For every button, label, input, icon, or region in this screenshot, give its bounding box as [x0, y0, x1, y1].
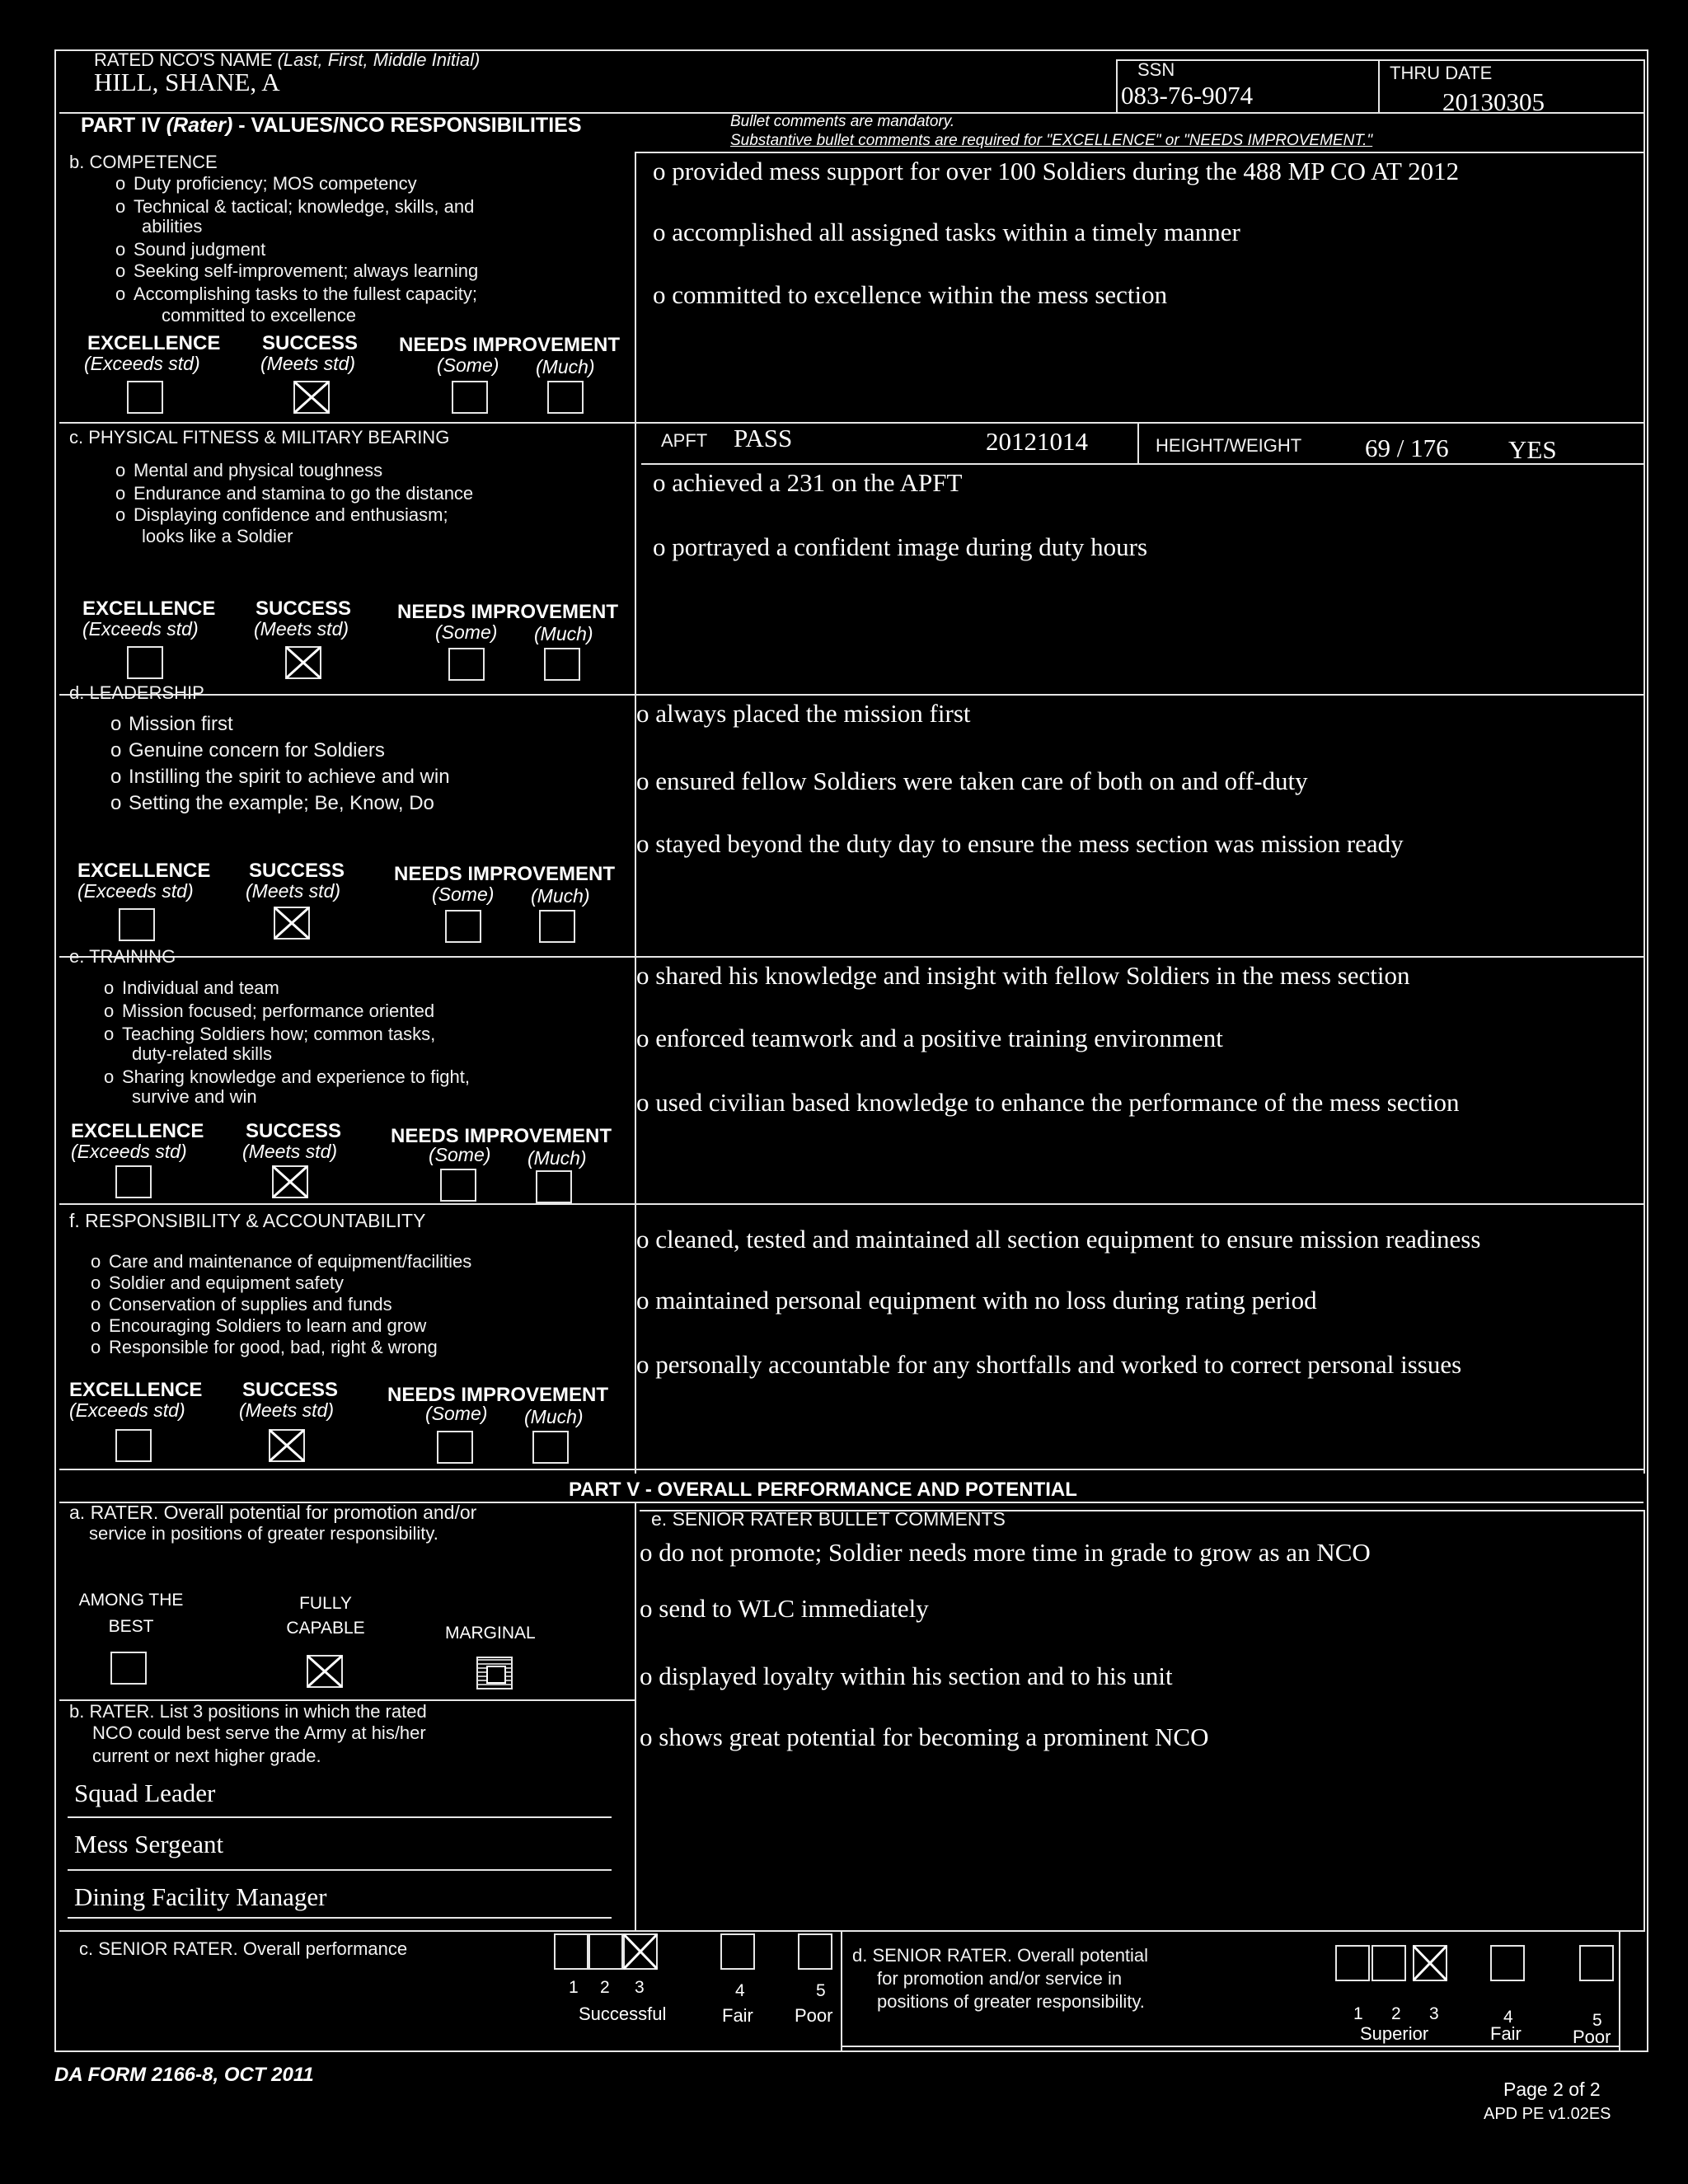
performance-num-2: 2 [600, 1978, 610, 1997]
performance-num-1: 1 [569, 1978, 579, 1997]
marginal-label: MARGINAL [445, 1624, 536, 1643]
senior-rater-potential-title-2: for promotion and/or service in [877, 1968, 1123, 1989]
leadership-item: o Genuine concern for Soldiers [110, 739, 385, 762]
needs-some-checkbox[interactable] [452, 381, 488, 414]
among-best-label: AMONG THE BEST [78, 1591, 184, 1636]
excellence-label: EXCELLENCE [69, 1379, 203, 1401]
exceeds-label: (Exceeds std) [77, 880, 194, 902]
some-label: (Some) [432, 883, 495, 905]
potential-num-1: 1 [1353, 2004, 1363, 2023]
meets-label: (Meets std) [246, 880, 341, 902]
needs-improvement-label: NEEDS IMPROVEMENT [399, 334, 621, 356]
meets-label: (Meets std) [254, 618, 349, 640]
among-best-checkbox[interactable] [110, 1652, 147, 1685]
needs-much-checkbox[interactable] [547, 381, 584, 414]
meets-label: (Meets std) [239, 1399, 335, 1421]
needs-much-checkbox[interactable] [544, 648, 580, 681]
meets-label: (Meets std) [242, 1141, 338, 1162]
part4-title-a: PART IV [81, 114, 161, 137]
excellence-label: EXCELLENCE [82, 598, 216, 620]
training-item: o Mission focused; performance oriented [104, 1001, 435, 1021]
success-label: SUCCESS [249, 860, 345, 882]
page-number: Page 2 of 2 [1503, 2079, 1601, 2100]
success-checkbox[interactable] [293, 381, 330, 414]
name-label-text: RATED NCO'S NAME [94, 49, 273, 70]
performance-label-successful: Successful [579, 2004, 667, 2024]
performance-num-5: 5 [816, 1981, 826, 2000]
height-weight-value[interactable]: 69 / 176 [1365, 434, 1449, 462]
section-title-fitness: c. PHYSICAL FITNESS & MILITARY BEARING [69, 427, 450, 448]
comment-bullet[interactable]: o used civilian based knowledge to enhance the performance of the mess section [636, 1088, 1460, 1117]
senior-rater-potential-title-3: positions of greater responsibility. [877, 1991, 1145, 2012]
much-label: (Much) [531, 885, 590, 907]
potential-label-fair: Fair [1490, 2023, 1522, 2044]
ssn-value[interactable]: 083-76-9074 [1121, 81, 1254, 110]
responsibility-item: o Conservation of supplies and funds [91, 1294, 392, 1315]
training-item: o Individual and team [104, 977, 279, 998]
senior-rater-comments-title: e. SENIOR RATER BULLET COMMENTS [651, 1508, 1006, 1530]
potential-box-4[interactable] [1490, 1945, 1525, 1981]
needs-some-checkbox[interactable] [437, 1431, 473, 1464]
form-number: DA FORM 2166-8, OCT 2011 [54, 2064, 314, 2086]
marginal-checkbox[interactable] [476, 1657, 513, 1690]
comment-bullet[interactable]: o personally accountable for any shortfalls and worked to correct personal issues [636, 1350, 1462, 1379]
training-item: duty-related skills [132, 1043, 272, 1064]
success-checkbox[interactable] [272, 1165, 308, 1198]
competence-item: abilities [142, 216, 203, 237]
performance-num-4: 4 [735, 1981, 745, 2000]
rater-positions-title-3: current or next higher grade. [92, 1746, 321, 1766]
senior-rater-performance-title: c. SENIOR RATER. Overall performance [79, 1938, 408, 1959]
some-label: (Some) [425, 1403, 488, 1424]
meets-label: (Meets std) [260, 353, 356, 374]
fitness-item: o Endurance and stamina to go the distance [115, 483, 474, 504]
comment-bullet[interactable]: o ensured fellow Soldiers were taken care of both on and off-duty [636, 766, 1308, 795]
success-label: SUCCESS [246, 1120, 342, 1142]
performance-box-2[interactable] [588, 1933, 623, 1970]
needs-much-checkbox[interactable] [532, 1431, 569, 1464]
fitness-item: o Mental and physical toughness [115, 460, 383, 480]
comment-bullet[interactable]: o shared his knowledge and insight with fellow Soldiers in the mess section [636, 961, 1410, 990]
needs-much-checkbox[interactable] [539, 910, 575, 943]
fitness-item: o Displaying confidence and enthusiasm; [115, 504, 448, 525]
apft-result[interactable]: PASS [734, 424, 793, 452]
needs-much-checkbox[interactable] [536, 1170, 572, 1203]
comment-bullet[interactable]: o stayed beyond the duty day to ensure the mess section was mission ready [636, 829, 1404, 858]
part4-title-b: (Rater) [166, 114, 233, 137]
comment-bullet[interactable]: o cleaned, tested and maintained all section equipment to ensure mission readiness [636, 1225, 1481, 1254]
potential-box-5[interactable] [1579, 1945, 1614, 1981]
much-label: (Much) [528, 1147, 587, 1169]
comment-bullet[interactable]: o enforced teamwork and a positive training environment [636, 1024, 1223, 1052]
success-checkbox[interactable] [285, 646, 321, 679]
section-title-leadership: d. LEADERSHIP [69, 682, 204, 703]
section-title-responsibility: f. RESPONSIBILITY & ACCOUNTABILITY [69, 1210, 426, 1231]
rater-potential-title-2: service in positions of greater responsibility. [89, 1523, 438, 1544]
comment-bullet[interactable]: o achieved a 231 on the APFT [653, 468, 963, 497]
section-title-training: e. TRAINING [69, 946, 176, 967]
name-hint: (Last, First, Middle Initial) [277, 49, 481, 70]
thru-date-label: THRU DATE [1390, 63, 1493, 83]
some-label: (Some) [435, 621, 498, 643]
exceeds-label: (Exceeds std) [69, 1399, 185, 1421]
competence-item: o Technical & tactical; knowledge, skills, and [115, 196, 475, 217]
competence-item: o Accomplishing tasks to the fullest capacity; [115, 284, 477, 304]
apft-date[interactable]: 20121014 [986, 427, 1088, 456]
performance-box-4[interactable] [720, 1933, 755, 1970]
senior-rater-bullet[interactable]: o send to WLC immediately [640, 1594, 929, 1623]
apft-label: APFT [661, 430, 708, 451]
bullet-note-2: Substantive bullet comments are required for "EXCELLENCE" or "NEEDS IMPROVEMENT." [730, 132, 1373, 149]
needs-improvement-label: NEEDS IMPROVEMENT [394, 863, 616, 885]
needs-some-checkbox[interactable] [445, 910, 481, 943]
success-label: SUCCESS [256, 598, 352, 620]
comment-bullet[interactable]: o accomplished all assigned tasks within a timely manner [653, 218, 1240, 246]
potential-num-5: 5 [1592, 2011, 1602, 2030]
position-1[interactable]: Squad Leader [74, 1779, 216, 1807]
senior-rater-bullet[interactable]: o shows great potential for becoming a prominent NCO [640, 1722, 1209, 1751]
excellence-checkbox[interactable] [127, 646, 163, 679]
performance-label-poor: Poor [795, 2005, 833, 2026]
senior-rater-bullet[interactable]: o do not promote; Soldier needs more time in grade to grow as an NCO [640, 1538, 1371, 1567]
rated-nco-name[interactable]: HILL, SHANE, A [94, 68, 280, 96]
potential-label-poor: Poor [1573, 2027, 1611, 2047]
performance-box-3[interactable] [623, 1933, 658, 1970]
potential-box-3[interactable] [1413, 1945, 1447, 1981]
needs-improvement-label: NEEDS IMPROVEMENT [391, 1125, 612, 1147]
leadership-item: o Setting the example; Be, Know, Do [110, 792, 434, 814]
excellence-label: EXCELLENCE [77, 860, 211, 882]
needs-some-checkbox[interactable] [448, 648, 485, 681]
excellence-checkbox[interactable] [119, 908, 155, 941]
responsibility-item: o Care and maintenance of equipment/facilities [91, 1251, 472, 1272]
training-item: o Sharing knowledge and experience to fight, [104, 1066, 470, 1087]
potential-label-superior: Superior [1360, 2023, 1429, 2044]
senior-rater-bullet[interactable]: o displayed loyalty within his section and to his unit [640, 1661, 1173, 1690]
part4-title [81, 114, 582, 138]
height-weight-result[interactable]: YES [1508, 435, 1557, 464]
position-2[interactable]: Mess Sergeant [74, 1830, 224, 1858]
needs-improvement-label: NEEDS IMPROVEMENT [397, 601, 619, 623]
leadership-item: o Mission first [110, 713, 233, 735]
needs-some-checkbox[interactable] [440, 1169, 476, 1202]
some-label: (Some) [429, 1144, 491, 1165]
position-3[interactable]: Dining Facility Manager [74, 1882, 327, 1911]
potential-box-2[interactable] [1372, 1945, 1406, 1981]
excellence-checkbox[interactable] [115, 1429, 152, 1462]
success-label: SUCCESS [262, 332, 359, 354]
some-label: (Some) [437, 354, 499, 376]
thru-date-value[interactable]: 20130305 [1442, 87, 1545, 116]
fitness-item: looks like a Soldier [142, 526, 293, 546]
potential-box-1[interactable] [1335, 1945, 1370, 1981]
fully-capable-checkbox[interactable] [307, 1655, 343, 1688]
performance-box-1[interactable] [554, 1933, 588, 1970]
rater-potential-title: a. RATER. Overall potential for promotion and/or [69, 1502, 477, 1523]
ssn-label: SSN [1137, 59, 1175, 80]
potential-num-2: 2 [1391, 2004, 1401, 2023]
comment-bullet[interactable]: o maintained personal equipment with no loss during rating period [636, 1286, 1317, 1315]
comment-bullet[interactable]: o always placed the mission first [636, 699, 971, 728]
excellence-checkbox[interactable] [115, 1165, 152, 1198]
excellence-checkbox[interactable] [127, 381, 163, 414]
performance-label-fair: Fair [722, 2005, 753, 2026]
comment-bullet[interactable]: o provided mess support for over 100 Soldiers during the 488 MP CO AT 2012 [653, 157, 1460, 185]
part4-title-c: - VALUES/NCO RESPONSIBILITIES [238, 114, 582, 137]
potential-num-3: 3 [1429, 2004, 1439, 2023]
rater-positions-title-2: NCO could best serve the Army at his/her [92, 1722, 426, 1743]
fully-capable-label: FULLY CAPABLE [286, 1594, 365, 1638]
success-checkbox[interactable] [269, 1429, 305, 1462]
comment-bullet[interactable]: o committed to excellence within the mess section [653, 280, 1168, 309]
exceeds-label: (Exceeds std) [82, 618, 199, 640]
senior-rater-potential-title: d. SENIOR RATER. Overall potential [852, 1945, 1149, 1966]
part5-title: PART V - OVERALL PERFORMANCE AND POTENTIAL [569, 1479, 1077, 1501]
leadership-item: o Instilling the spirit to achieve and win [110, 766, 450, 788]
needs-improvement-label: NEEDS IMPROVEMENT [387, 1384, 609, 1406]
performance-num-3: 3 [635, 1978, 645, 1997]
section-title-competence: b. COMPETENCE [69, 152, 218, 172]
competence-item: o Seeking self-improvement; always learning [115, 260, 479, 281]
responsibility-item: o Responsible for good, bad, right & wrong [91, 1337, 438, 1357]
much-label: (Much) [536, 356, 595, 377]
success-checkbox[interactable] [274, 907, 310, 940]
exceeds-label: (Exceeds std) [84, 353, 200, 374]
potential-num-4: 4 [1503, 2008, 1513, 2027]
training-item: o Teaching Soldiers how; common tasks, [104, 1024, 436, 1044]
much-label: (Much) [534, 623, 593, 644]
much-label: (Much) [524, 1406, 584, 1427]
performance-box-5[interactable] [798, 1933, 832, 1970]
competence-item: o Sound judgment [115, 239, 266, 260]
comment-bullet[interactable]: o portrayed a confident image during duty hours [653, 532, 1148, 561]
success-label: SUCCESS [242, 1379, 339, 1401]
competence-item: o Duty proficiency; MOS competency [115, 173, 417, 194]
form-version: APD PE v1.02ES [1484, 2105, 1611, 2123]
excellence-label: EXCELLENCE [71, 1120, 204, 1142]
bullet-note-1: Bullet comments are mandatory. [730, 113, 955, 130]
competence-item: committed to excellence [162, 305, 356, 326]
training-item: survive and win [132, 1086, 257, 1107]
responsibility-item: o Soldier and equipment safety [91, 1272, 344, 1293]
height-weight-label: HEIGHT/WEIGHT [1156, 435, 1302, 456]
rater-positions-title: b. RATER. List 3 positions in which the rated [69, 1701, 427, 1722]
exceeds-label: (Exceeds std) [71, 1141, 187, 1162]
responsibility-item: o Encouraging Soldiers to learn and grow [91, 1315, 427, 1336]
excellence-label: EXCELLENCE [87, 332, 221, 354]
